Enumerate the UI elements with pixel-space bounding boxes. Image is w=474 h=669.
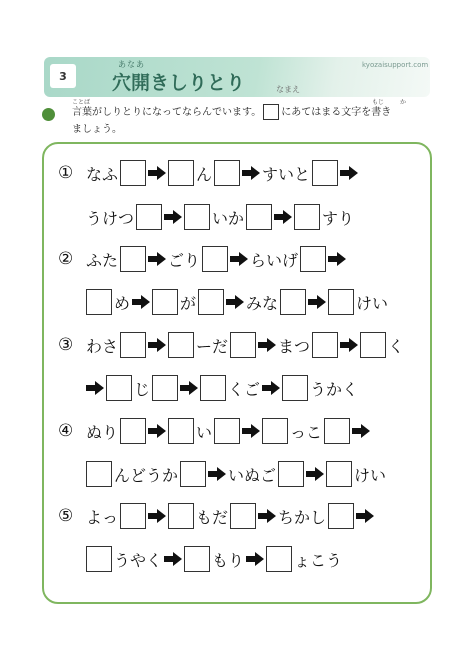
instruction-text-a: 言葉がしりとりになってならんでいます。 [72, 107, 262, 118]
arrow-right-icon [164, 200, 182, 234]
word-fragment: いか [212, 208, 245, 228]
exercise-panel [42, 142, 432, 604]
answer-box[interactable] [120, 418, 146, 444]
name-label: なまえ [276, 85, 300, 94]
answer-slot[interactable] [202, 242, 228, 276]
answer-slot[interactable] [86, 542, 112, 576]
answer-box[interactable] [278, 461, 304, 487]
answer-box[interactable] [168, 418, 194, 444]
instruction-line-1 [72, 104, 391, 120]
word-fragment: ょこう [294, 550, 343, 570]
arrow-right-icon [308, 285, 326, 319]
arrow-right-icon [148, 156, 166, 190]
answer-box[interactable] [230, 503, 256, 529]
arrow-right-icon [226, 285, 244, 319]
answer-box[interactable] [312, 160, 338, 186]
puzzle-row [44, 328, 430, 362]
problem-number: ② [58, 249, 74, 269]
worksheet-number: 3 [50, 64, 76, 88]
answer-box[interactable] [86, 546, 112, 572]
word-fragment: けい [354, 465, 387, 485]
answer-slot[interactable] [280, 285, 306, 319]
answer-box[interactable] [230, 332, 256, 358]
answer-box[interactable] [328, 503, 354, 529]
word-fragment: うかく [310, 379, 359, 399]
answer-box[interactable] [168, 160, 194, 186]
puzzle-row [44, 285, 430, 319]
word-fragment: よっ [86, 507, 119, 527]
word-fragment: すいと [262, 164, 311, 184]
word-fragment: く [388, 336, 405, 356]
answer-slot[interactable] [230, 328, 256, 362]
word-fragment: ん [196, 164, 213, 184]
arrow-right-icon [132, 285, 150, 319]
answer-slot[interactable] [200, 371, 226, 405]
word-fragment: みな [246, 293, 279, 313]
answer-box[interactable] [120, 246, 146, 272]
word-fragment: んどうか [114, 465, 179, 485]
answer-box[interactable] [202, 246, 228, 272]
answer-slot[interactable] [328, 499, 354, 533]
answer-slot[interactable] [184, 542, 210, 576]
answer-slot[interactable] [120, 328, 146, 362]
answer-slot[interactable] [120, 242, 146, 276]
puzzle-row [44, 542, 430, 576]
answer-box[interactable] [120, 332, 146, 358]
answer-box[interactable] [214, 160, 240, 186]
answer-box[interactable] [262, 418, 288, 444]
arrow-right-icon [86, 371, 104, 405]
word-fragment: ーだ [196, 336, 229, 356]
answer-slot[interactable] [328, 285, 354, 319]
answer-slot[interactable] [106, 371, 132, 405]
word-fragment: ぬり [86, 422, 119, 442]
arrow-right-icon [340, 328, 358, 362]
problem-number: ③ [58, 335, 74, 355]
word-fragment: が [180, 293, 197, 313]
arrow-right-icon [208, 457, 226, 491]
answer-slot[interactable] [86, 285, 112, 319]
word-fragment: め [114, 293, 131, 313]
answer-box[interactable] [214, 418, 240, 444]
answer-slot[interactable] [294, 200, 320, 234]
arrow-right-icon [230, 242, 248, 276]
answer-slot[interactable] [168, 414, 194, 448]
word-fragment: まつ [278, 336, 311, 356]
answer-slot[interactable] [180, 457, 206, 491]
arrow-right-icon [242, 414, 260, 448]
word-fragment: けい [356, 293, 389, 313]
word-fragment: くご [228, 379, 261, 399]
problem-number: ⑤ [58, 506, 74, 526]
word-fragment: らいげ [250, 250, 299, 270]
puzzle-row [44, 499, 430, 533]
answer-slot[interactable] [152, 285, 178, 319]
answer-box[interactable] [360, 332, 386, 358]
answer-box[interactable] [106, 375, 132, 401]
answer-box[interactable] [120, 503, 146, 529]
answer-slot[interactable] [246, 200, 272, 234]
word-fragment: ちかし [278, 507, 327, 527]
answer-slot[interactable] [300, 242, 326, 276]
ruby-moji: もじ [372, 99, 385, 106]
word-fragment: ごり [168, 250, 201, 270]
puzzle-row [44, 457, 430, 491]
puzzle-row [44, 371, 430, 405]
arrow-right-icon [258, 499, 276, 533]
problem-number: ④ [58, 421, 74, 441]
answer-slot[interactable] [312, 328, 338, 362]
answer-slot[interactable] [120, 499, 146, 533]
answer-box[interactable] [200, 375, 226, 401]
answer-slot[interactable] [326, 457, 352, 491]
arrow-right-icon [340, 156, 358, 190]
arrow-right-icon [148, 328, 166, 362]
answer-slot[interactable] [86, 457, 112, 491]
answer-slot[interactable] [120, 414, 146, 448]
site-url: kyozaisupport.com [362, 61, 429, 69]
arrow-right-icon [148, 499, 166, 533]
problem-number: ① [58, 163, 74, 183]
arrow-right-icon [306, 457, 324, 491]
arrow-right-icon [148, 242, 166, 276]
answer-box[interactable] [198, 289, 224, 315]
answer-slot[interactable] [120, 156, 146, 190]
answer-box[interactable] [266, 546, 292, 572]
arrow-right-icon [258, 328, 276, 362]
answer-box[interactable] [120, 160, 146, 186]
answer-box[interactable] [312, 332, 338, 358]
answer-slot[interactable] [168, 156, 194, 190]
answer-box[interactable] [180, 461, 206, 487]
answer-box[interactable] [86, 289, 112, 315]
ruby-ka: か [400, 99, 407, 106]
word-fragment: すり [322, 208, 355, 228]
answer-slot[interactable] [214, 414, 240, 448]
arrow-right-icon [262, 371, 280, 405]
puzzle-row [44, 156, 430, 190]
arrow-right-icon [164, 542, 182, 576]
arrow-right-icon [328, 242, 346, 276]
answer-slot[interactable] [214, 156, 240, 190]
answer-box[interactable] [328, 289, 354, 315]
page-title: 穴開きしりとり [112, 72, 246, 94]
arrow-right-icon [180, 371, 198, 405]
answer-box[interactable] [184, 546, 210, 572]
instruction-box-sample [263, 104, 279, 120]
answer-slot[interactable] [262, 414, 288, 448]
word-fragment: い [196, 422, 213, 442]
arrow-right-icon [148, 414, 166, 448]
word-fragment: じ [134, 379, 151, 399]
answer-box[interactable] [294, 204, 320, 230]
answer-box[interactable] [300, 246, 326, 272]
answer-box[interactable] [280, 289, 306, 315]
instruction-text-b: にあてはまる文字を書き [281, 107, 392, 118]
word-fragment: もり [212, 550, 245, 570]
title-ruby: あなあ [118, 60, 145, 69]
arrow-right-icon [246, 542, 264, 576]
answer-slot[interactable] [360, 328, 386, 362]
answer-box[interactable] [168, 332, 194, 358]
answer-box[interactable] [326, 461, 352, 487]
answer-box[interactable] [152, 289, 178, 315]
answer-box[interactable] [324, 418, 350, 444]
answer-box[interactable] [136, 204, 162, 230]
answer-slot[interactable] [198, 285, 224, 319]
arrow-right-icon [274, 200, 292, 234]
answer-slot[interactable] [278, 457, 304, 491]
arrow-right-icon [356, 499, 374, 533]
word-fragment: うけつ [86, 208, 135, 228]
puzzle-row [44, 242, 430, 276]
arrow-right-icon [242, 156, 260, 190]
puzzle-row [44, 414, 430, 448]
answer-box[interactable] [282, 375, 308, 401]
ruby-kotoba: ことば [72, 99, 91, 106]
answer-box[interactable] [246, 204, 272, 230]
word-fragment: ふた [86, 250, 119, 270]
answer-box[interactable] [168, 503, 194, 529]
answer-slot[interactable] [282, 371, 308, 405]
word-fragment: もだ [196, 507, 229, 527]
title-block [112, 59, 272, 95]
answer-box[interactable] [152, 375, 178, 401]
puzzle-row [44, 200, 430, 234]
answer-slot[interactable] [312, 156, 338, 190]
answer-box[interactable] [184, 204, 210, 230]
answer-slot[interactable] [152, 371, 178, 405]
answer-slot[interactable] [136, 200, 162, 234]
word-fragment: うやく [114, 550, 163, 570]
answer-slot[interactable] [230, 499, 256, 533]
answer-slot[interactable] [168, 499, 194, 533]
answer-slot[interactable] [324, 414, 350, 448]
instruction-line-2: ましょう。 [72, 124, 122, 135]
answer-slot[interactable] [266, 542, 292, 576]
word-fragment: なふ [86, 164, 119, 184]
answer-slot[interactable] [184, 200, 210, 234]
answer-box[interactable] [86, 461, 112, 487]
answer-slot[interactable] [168, 328, 194, 362]
word-fragment: いぬご [228, 465, 277, 485]
arrow-right-icon [352, 414, 370, 448]
word-fragment: わさ [86, 336, 119, 356]
word-fragment: っこ [290, 422, 323, 442]
instruction-bullet-icon [42, 108, 55, 121]
